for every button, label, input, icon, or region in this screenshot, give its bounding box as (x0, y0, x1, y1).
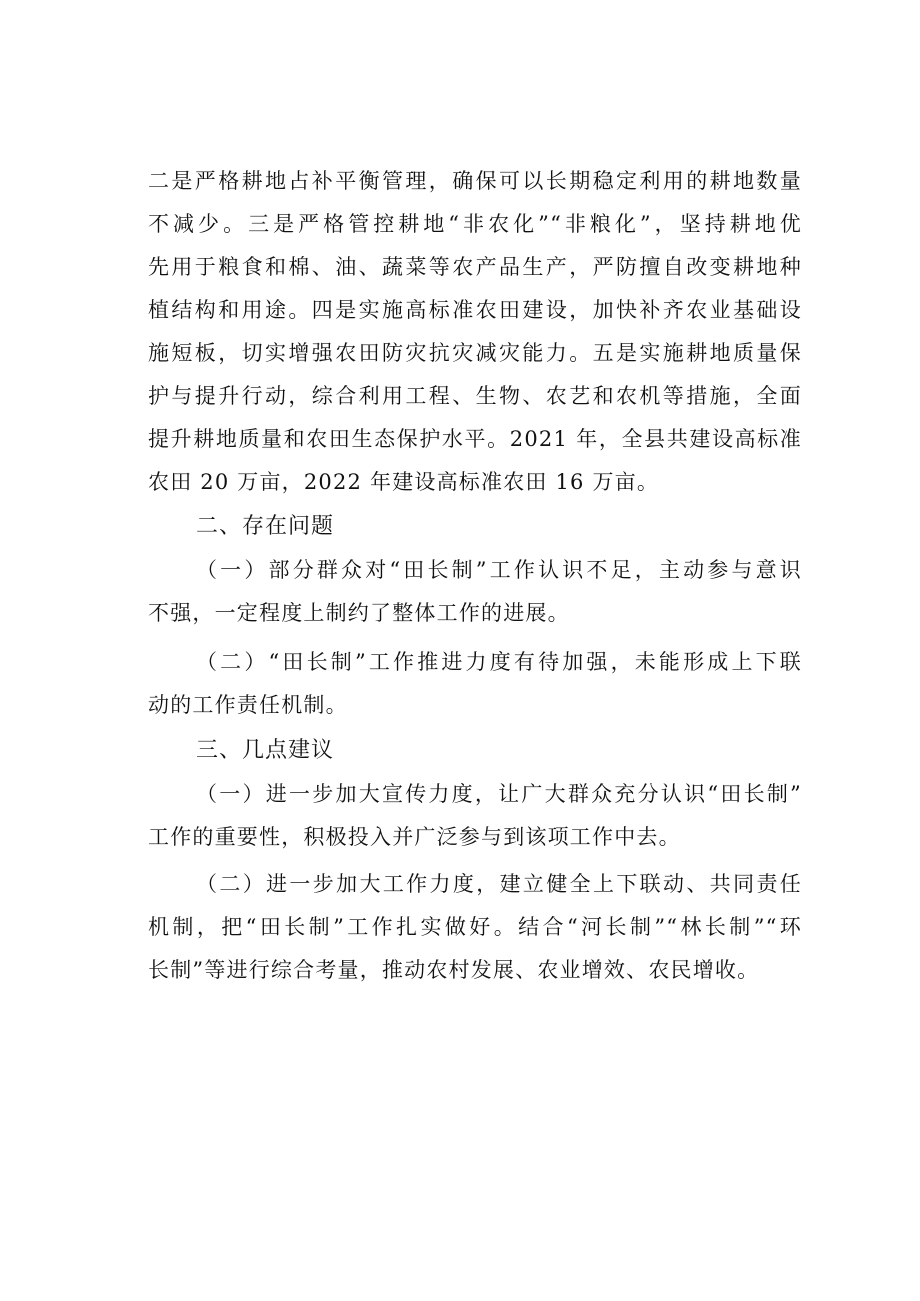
paragraph-line: 机制，把“田长制”工作扎实做好。结合“河长制”“林长制”“环 (148, 915, 802, 939)
paragraph-line: 不减少。三是严格管控耕地“非农化”“非粮化”，坚持耕地优 (148, 212, 802, 236)
problem-item-1 (148, 552, 802, 632)
problem-item-2 (148, 644, 802, 724)
paragraph-line: （一）进一步加大宣传力度，让广大群众充分认识“田长制” (196, 782, 802, 806)
paragraph-farmland-measures (148, 163, 802, 494)
paragraph-line: 二是严格耕地占补平衡管理，确保可以长期稳定利用的耕地数量 (148, 169, 802, 193)
paragraph-line: （二）“田长制”工作推进力度有待加强，未能形成上下联 (196, 650, 802, 674)
suggestion-item-1 (148, 776, 802, 856)
suggestion-item-2 (148, 866, 802, 990)
paragraph-line: 不强，一定程度上制约了整体工作的进展。 (148, 601, 570, 625)
paragraph-line: 动的工作责任机制。 (148, 693, 348, 717)
paragraph-line: 农田 20 万亩，2022 年建设高标准农田 16 万亩。 (148, 470, 660, 494)
paragraph-line: 先用于粮食和棉、油、蔬菜等农产品生产，严防擅自改变耕地种 (148, 255, 802, 279)
paragraph-line: 长制”等进行综合考量，推动农村发展、农业增效、农民增收。 (148, 958, 760, 982)
paragraph-line: 提升耕地质量和农田生态保护水平。2021 年，全县共建设高标准 (148, 427, 802, 451)
paragraph-line: 护与提升行动，综合利用工程、生物、农艺和农机等措施，全面 (148, 384, 802, 408)
paragraph-line: 植结构和用途。四是实施高标准农田建设，加快补齐农业基础设 (148, 298, 802, 322)
paragraph-line: 工作的重要性，积极投入并广泛参与到该项工作中去。 (148, 825, 681, 849)
section-heading-problems: 二、存在问题 (196, 514, 335, 539)
section-heading-suggestions: 三、几点建议 (196, 738, 335, 763)
paragraph-line: （二）进一步加大工作力度，建立健全上下联动、共同责任 (196, 872, 802, 896)
paragraph-line: （一）部分群众对“田长制”工作认识不足，主动参与意识 (196, 558, 802, 582)
paragraph-line: 施短板，切实增强农田防灾抗灾减灾能力。五是实施耕地质量保 (148, 341, 802, 365)
